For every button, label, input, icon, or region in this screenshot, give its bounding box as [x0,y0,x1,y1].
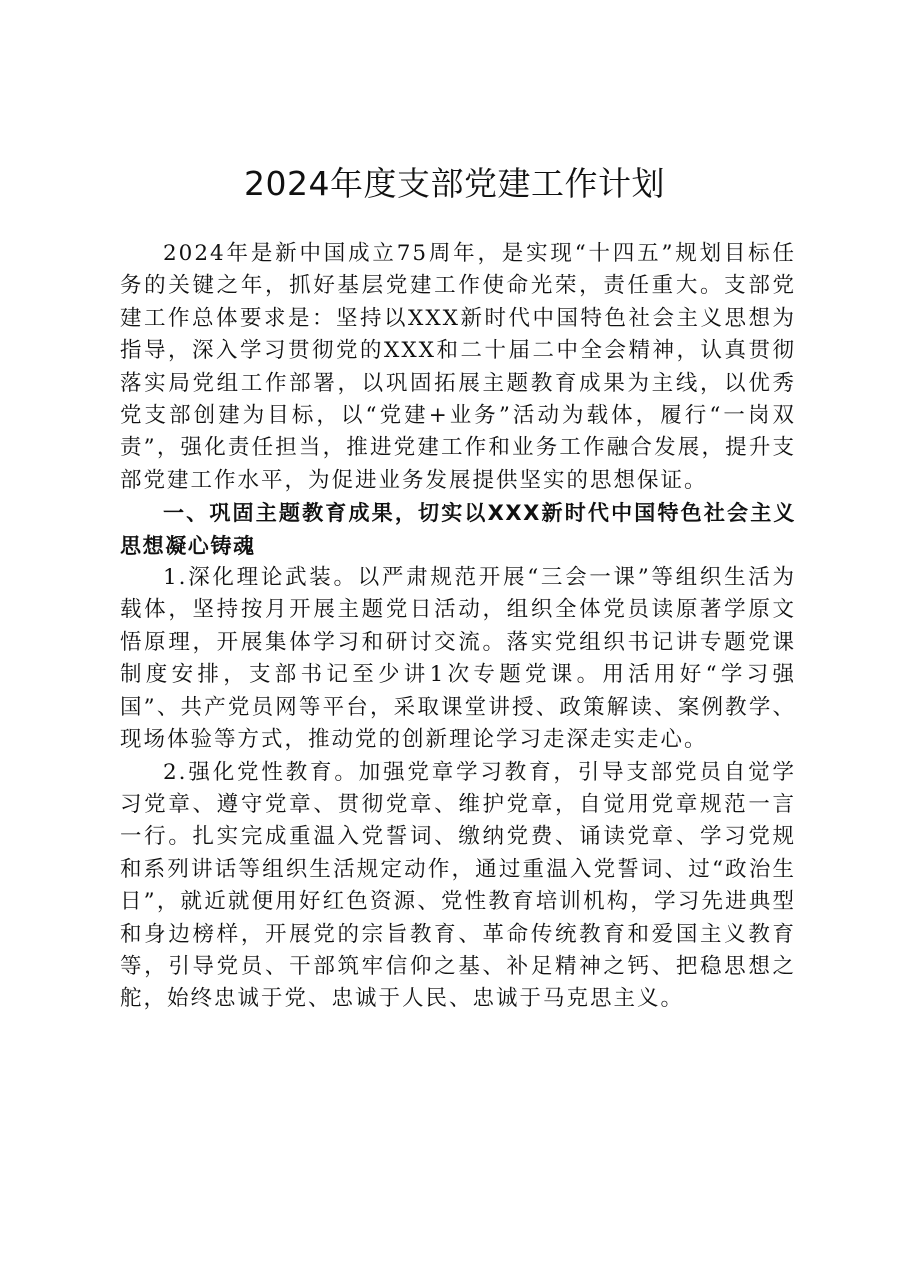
document-body [120,238,796,1016]
section-heading-1: 一、巩固主题教育成果，切实以XXX新时代中国特色社会主义思想凝心铸魂 [120,501,796,558]
paragraph-party-education: 2.强化党性教育。加强党章学习教育，引导支部党员自觉学习党章、遵守党章、贯彻党章、维护党章，自觉用党章规范一言一行。扎实完成重温入党誓词、缴纳党费、诵读党章、学习党规和系列讲话等组织生活规定动作，通过重温入党誓词、过“政治生日”，就近就便用好红色资源、党性教育培训机构，学习先进典型和身边榜样，开展党的宗旨教育、革命传统教育和爱国主义教育等，引导党员、干部筑牢信仰之基、补足精神之钙、把稳思想之舵，始终忠诚于党、忠诚于人民、忠诚于马克思主义。 [120,759,796,1012]
intro-paragraph: 2024年是新中国成立75周年，是实现“十四五”规划目标任务的关键之年，抓好基层党建工作使命光荣，责任重大。支部党建工作总体要求是：坚持以XXX新时代中国特色社会主义思想为指导，深入学习贯彻党的XXX和二十届二中全会精神，认真贯彻落实局党组工作部署，以巩固拓展主题教育成果为主线，以优秀党支部创建为目标，以“党建+业务”活动为载体，履行“一岗双责”，强化责任担当，推进党建工作和业务工作融合发展，提升支部党建工作水平，为促进业务发展提供坚实的思想保证。 [120,241,796,493]
paragraph-theory-study: 1.深化理论武装。以严肃规范开展“三会一课”等组织生活为载体，坚持按月开展主题党日活动，组织全体党员读原著学原文悟原理，开展集体学习和研讨交流。落实党组织书记讲专题党课制度安排，支部书记至少讲1次专题党课。用活用好“学习强国”、共产党员网等平台，采取课堂讲授、政策解读、案例教学、现场体验等方式，推动党的创新理论学习走深走实走心。 [120,565,796,753]
document-title: 2024年度支部党建工作计划 [244,164,665,203]
